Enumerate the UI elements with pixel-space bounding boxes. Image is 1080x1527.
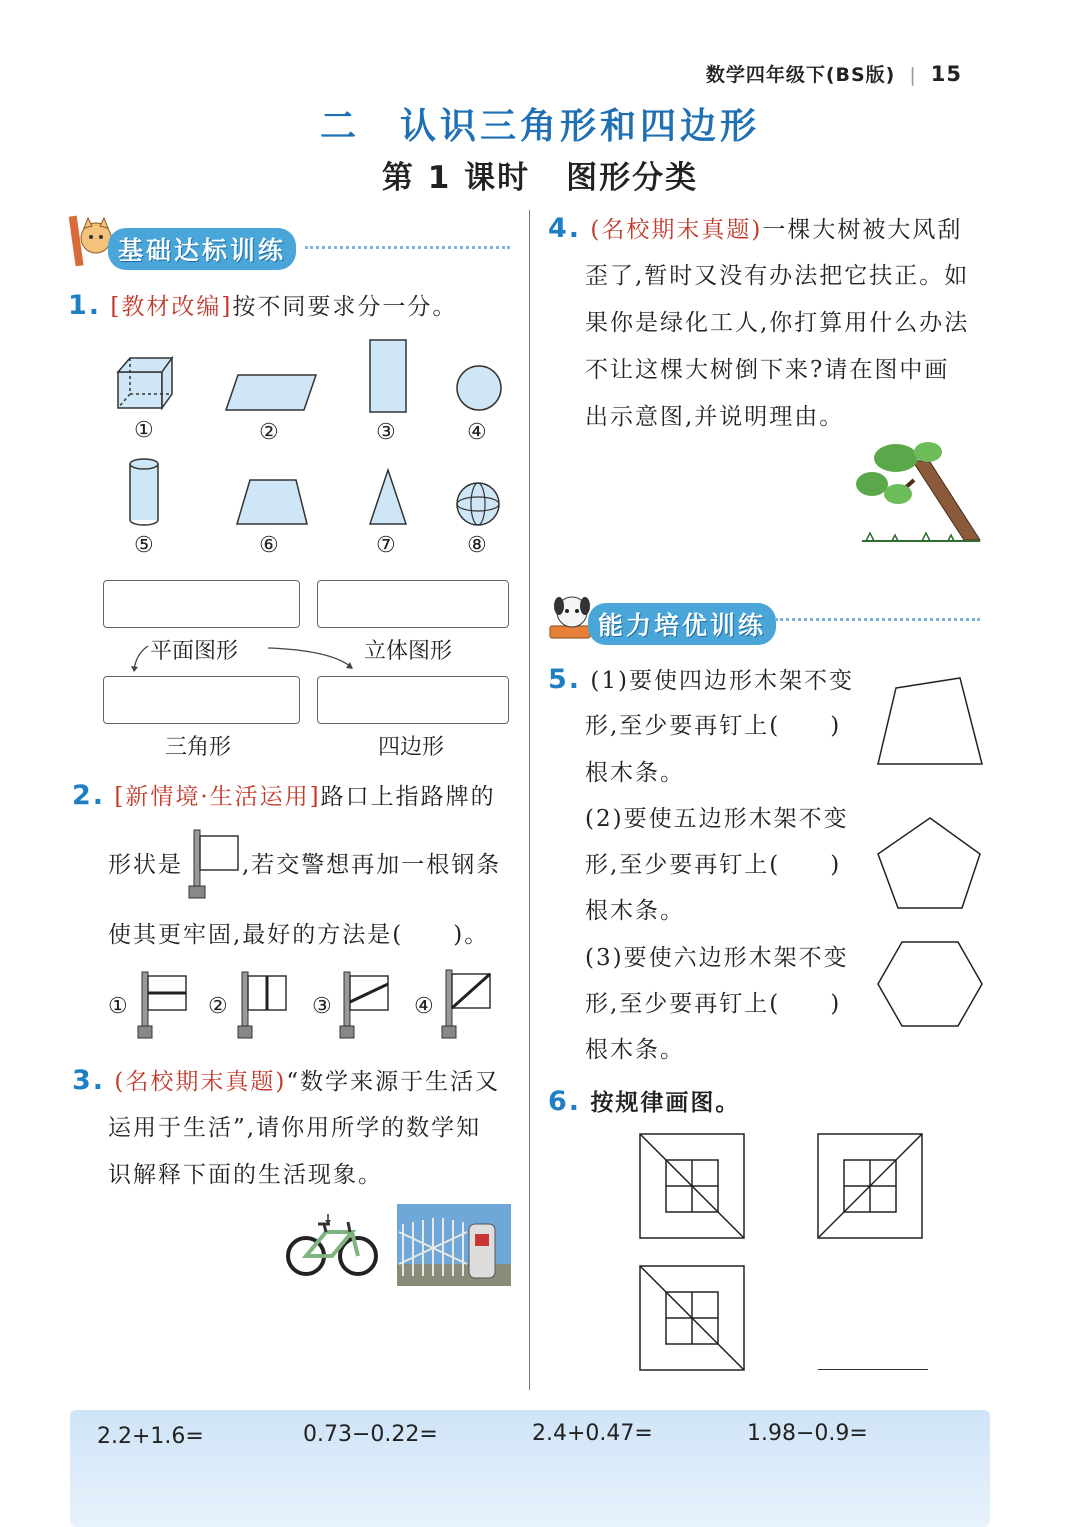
category-plane: 平面图形 — [150, 639, 239, 664]
option-4-sign — [440, 966, 494, 1042]
column-divider — [529, 210, 530, 1390]
section-advanced-title: 能力培优训练 — [588, 603, 776, 645]
q1-shapes — [100, 330, 520, 570]
leaning-tree-image — [852, 440, 982, 546]
bicycle-image — [284, 1212, 380, 1280]
q2-line2a: 形状是 — [108, 852, 183, 878]
q5-part3-line2: 形,至少要再钉上( ) — [585, 991, 842, 1017]
section-basic-dots — [305, 246, 510, 249]
cylinder-shape — [130, 459, 158, 525]
q2-line3: 使其更牢固,最好的方法是( )。 — [108, 922, 490, 948]
q2-line2b: ,若交警想再加一根钢条 — [242, 852, 502, 878]
answer-box-solid[interactable] — [317, 580, 509, 628]
pattern-1 — [638, 1132, 748, 1240]
trapezoid-shape — [237, 480, 307, 524]
lesson-title — [0, 152, 1080, 197]
category-arrows — [128, 640, 368, 674]
q2-line1 — [72, 772, 496, 821]
q6-number: 6. — [548, 1086, 582, 1117]
parallelogram-shape — [226, 375, 316, 410]
calc-3: 2.4+0.47= — [532, 1421, 653, 1446]
unit-text: 认识三角形和四边形 — [400, 106, 761, 147]
shape-label-6: ⑥ — [259, 533, 279, 558]
q5-part1-text: (1)要使四边形木架不变 — [590, 668, 854, 694]
rectangle-shape — [370, 340, 406, 412]
q4-number: 4. — [548, 213, 582, 244]
book-title: 数学四年级下(BS版) — [705, 64, 896, 86]
category-solid: 立体图形 — [364, 639, 453, 664]
q6-prompt: 按规律画图。 — [590, 1090, 741, 1116]
sphere-shape — [457, 483, 499, 525]
signpost-icon — [184, 826, 242, 902]
q4-tag: (名校期末真题) — [590, 217, 763, 243]
q5-part1-line2: 形,至少要再钉上( ) — [585, 713, 842, 739]
option-2-sign — [236, 968, 290, 1042]
q1-prompt: 按不同要求分一分。 — [232, 294, 458, 320]
shape-label-3: ③ — [376, 420, 396, 445]
triangle-shape — [370, 470, 406, 524]
answer-box-triangle[interactable] — [103, 676, 300, 724]
quadrilateral-frame — [878, 678, 982, 764]
q5-number: 5. — [548, 664, 582, 695]
q2-option-1[interactable]: ① — [108, 994, 128, 1019]
q6-text — [548, 1078, 740, 1127]
calc-4: 1.98−0.9= — [747, 1421, 868, 1446]
section-advanced-dots — [775, 618, 980, 621]
q5-part2-line1: (2)要使五边形木架不变 — [585, 806, 849, 832]
hexagon-frame — [878, 942, 982, 1026]
q3-line2: 运用于生活”,请你用所学的数学知 — [108, 1115, 482, 1141]
answer-box-quadrilateral[interactable] — [317, 676, 509, 724]
q5-part2-line2: 形,至少要再钉上( ) — [585, 852, 842, 878]
header-divider: | — [909, 64, 917, 86]
q4-line4: 不让这棵大树倒下来?请在图中画 — [585, 357, 950, 383]
shape-label-8: ⑧ — [467, 533, 487, 558]
gate-image — [397, 1204, 511, 1286]
q5-part3-line3: 根木条。 — [585, 1037, 685, 1063]
q3-line3: 识解释下面的生活现象。 — [108, 1162, 383, 1188]
answer-box-plane[interactable] — [103, 580, 300, 628]
lesson-number: 第 1 课时 — [381, 160, 531, 196]
q5-part2-line3: 根木条。 — [585, 898, 685, 924]
shape-label-1: ① — [134, 418, 154, 443]
q4-text-1: 一棵大树被大风刮 — [762, 217, 963, 243]
category-quadrilateral: 四边形 — [378, 735, 445, 760]
option-1-sign — [136, 968, 190, 1042]
shape-label-7: ⑦ — [376, 533, 396, 558]
q3-text-1: “数学来源于生活又 — [286, 1069, 501, 1095]
category-triangle: 三角形 — [165, 735, 232, 760]
page-number: 15 — [930, 62, 962, 86]
q2-number: 2. — [72, 780, 106, 811]
q5-part3-line1: (3)要使六边形木架不变 — [585, 945, 849, 971]
page-header — [706, 60, 962, 87]
shape-label-4: ④ — [467, 420, 487, 445]
q4-line3: 果你是绿化工人,你打算用什么办法 — [585, 310, 970, 336]
section-basic-title: 基础达标训练 — [108, 228, 296, 270]
unit-number: 二 — [319, 106, 360, 147]
pattern-3 — [638, 1264, 748, 1372]
pentagon-frame — [878, 818, 980, 908]
q2-tag: [新情境·生活运用] — [114, 784, 321, 810]
q3-number: 3. — [72, 1065, 106, 1096]
q4-line5: 出示意图,并说明理由。 — [585, 404, 845, 430]
calc-2: 0.73−0.22= — [303, 1422, 438, 1447]
q2-option-2[interactable]: ② — [208, 994, 228, 1019]
q2-option-3[interactable]: ③ — [312, 994, 332, 1019]
q3-line1 — [72, 1057, 500, 1106]
pattern-answer-line[interactable] — [818, 1369, 928, 1370]
q1-text — [68, 282, 457, 331]
q1-tag: [教材改编] — [110, 294, 233, 320]
option-3-sign — [338, 968, 392, 1042]
q5-polygons — [874, 670, 986, 1030]
lesson-text: 图形分类 — [566, 160, 699, 196]
cube-shape — [118, 358, 172, 408]
q5-part1-line3: 根木条。 — [585, 760, 685, 786]
calc-1: 2.2+1.6= — [97, 1424, 204, 1449]
pattern-2 — [816, 1132, 926, 1240]
q2-text-1: 路口上指路牌的 — [320, 784, 496, 810]
shape-label-5: ⑤ — [134, 533, 154, 558]
q2-option-4[interactable]: ④ — [414, 994, 434, 1019]
q5-part1-line1 — [548, 656, 854, 705]
q4-line2: 歪了,暂时又没有办法把它扶正。如 — [585, 263, 970, 289]
unit-title — [0, 98, 1080, 149]
shape-label-2: ② — [259, 420, 279, 445]
q4-line1 — [548, 205, 962, 254]
q1-number: 1. — [68, 290, 102, 321]
circle-shape — [457, 366, 501, 410]
q3-tag: (名校期末真题) — [114, 1069, 287, 1095]
